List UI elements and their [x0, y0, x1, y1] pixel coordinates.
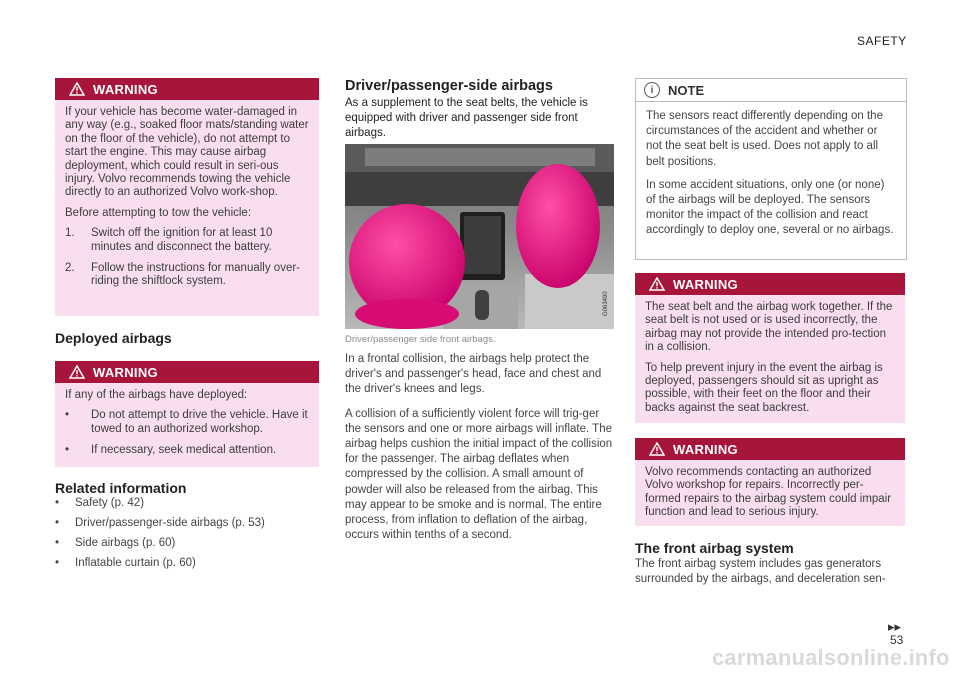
- related-link[interactable]: [55, 537, 319, 549]
- warning-header: [55, 361, 319, 383]
- paragraph: In a frontal collision, the airbags help protect the driver's and passenger's head, face and chest and the driver's knees and legs.: [345, 353, 602, 396]
- step-text: Follow the instructions for manually over-riding the shiftlock system.: [91, 262, 300, 288]
- warning-text: To help prevent injury in the event the airbag is deployed, passengers should sit as upright as possible, with their feet on the floor and their backs against the seat backrest.: [645, 361, 883, 414]
- middle-body: [345, 352, 613, 552]
- list-item: [65, 227, 309, 254]
- heading-related-information: Related information: [55, 480, 187, 496]
- bullet-icon: •: [55, 557, 60, 569]
- warning-box-seatbelt: [635, 273, 905, 423]
- image-code: G063490: [603, 291, 609, 316]
- warning-title: WARNING: [93, 81, 158, 97]
- warning-text: If any of the airbags have deployed:: [65, 389, 248, 401]
- continue-arrows-icon: ▸▸: [888, 619, 902, 634]
- note-text: The sensors react differently depending on the circumstances of the accident and whether or not the seat belt is used. Does not apply to all belt positions.: [646, 110, 883, 168]
- related-links-list: [55, 497, 319, 577]
- note-box: [635, 78, 907, 260]
- deployed-bullets: [65, 409, 309, 457]
- warning-text: If your vehicle has become water-damaged in any way (e.g., soaked floor mats/standing water on the floor of the vehicle), do not attempt to start the engine. This may cause airbag deployment, which could result in seri-ous injury. Volvo recommends towing the vehicle directly to an authorized Volvo work-shop.: [65, 106, 309, 199]
- warning-header: [635, 273, 905, 295]
- warning-box-water-damage: [55, 78, 319, 316]
- step-number: 2.: [65, 262, 75, 275]
- list-item: [65, 444, 309, 457]
- list-item: [65, 409, 309, 436]
- intro-text: As a supplement to the seat belts, the vehicle is equipped with driver and passenger side front airbags.: [345, 97, 588, 140]
- bullet-text: Do not attempt to drive the vehicle. Have it towed to an authorized workshop.: [91, 409, 308, 435]
- step-text: Switch off the ignition for at least 10 minutes and disconnect the battery.: [91, 227, 273, 253]
- warning-triangle-icon: [69, 365, 85, 379]
- page-number: 53: [890, 633, 904, 647]
- warning-text: Volvo recommends contacting an authorized Volvo workshop for repairs. Incorrectly per-formed repairs to the airbag system could impair function and lead to serious injury.: [645, 466, 892, 519]
- related-link-text[interactable]: Side airbags (p. 60): [75, 537, 176, 549]
- note-text: In some accident situations, only one (or none) of the airbags will be deployed. The sensors monitor the impact of the collision and react accordingly to deploy one, several or no airbags.: [646, 178, 894, 237]
- bullet-icon: •: [55, 537, 60, 549]
- warning-triangle-icon: [69, 82, 85, 96]
- heading-driver-passenger-airbags: Driver/passenger-side airbags: [345, 78, 553, 94]
- warning-box-repairs: [635, 438, 905, 526]
- airbag-illustration: [345, 144, 614, 329]
- note-title: NOTE: [668, 82, 705, 98]
- bullet-icon: •: [55, 517, 60, 529]
- warning-header: [55, 78, 319, 100]
- front-airbag-text: The front airbag system includes gas generators surrounded by the airbags, and deceleration sen-: [635, 558, 886, 586]
- list-item: [65, 262, 309, 289]
- related-link-text[interactable]: Safety (p. 42): [75, 497, 145, 509]
- info-icon: i: [644, 82, 660, 98]
- image-caption: Driver/passenger side front airbags.: [345, 334, 496, 345]
- tow-steps-list: [65, 227, 309, 289]
- related-link[interactable]: [55, 497, 319, 509]
- heading-front-airbag-system: The front airbag system: [635, 540, 794, 556]
- warning-triangle-icon: [649, 442, 665, 456]
- related-link[interactable]: [55, 517, 319, 529]
- related-link-text[interactable]: Inflatable curtain (p. 60): [75, 557, 196, 569]
- heading-deployed-airbags: Deployed airbags: [55, 330, 172, 346]
- related-link[interactable]: [55, 557, 319, 569]
- paragraph: A collision of a sufficiently violent force will trig-ger the sensors and one or more airbags will inflate. The airbag helps cushion the initial impact of the collision for the passenger. The airbag deflates when compressed by the collision. A small amount of powder will also be released from the airbag. This may appear to be smoke and is normal. The entire process, from inflation to deflation of the airbag, occurs within tenths of a second.: [345, 407, 613, 542]
- warning-title: WARNING: [93, 364, 158, 380]
- airbag-image: [345, 144, 614, 329]
- warning-box-deployed: [55, 361, 319, 467]
- bullet-icon: •: [55, 497, 60, 509]
- warning-title: WARNING: [673, 276, 738, 292]
- warning-text: Before attempting to tow the vehicle:: [65, 206, 252, 219]
- warning-header: [635, 438, 905, 460]
- warning-text: The seat belt and the airbag work together. If the seat belt is not used or is used incorrectly, the airbag may not provide the intended pro-tection in a collision.: [645, 301, 893, 354]
- related-link-text[interactable]: Driver/passenger-side airbags (p. 53): [75, 517, 265, 529]
- bullet-icon: •: [65, 444, 70, 457]
- watermark: carmanualsonline.info: [712, 645, 950, 670]
- warning-triangle-icon: [649, 277, 665, 291]
- bullet-text: If necessary, seek medical attention.: [91, 444, 277, 457]
- note-header: [636, 79, 906, 102]
- bullet-icon: •: [65, 409, 70, 422]
- step-number: 1.: [65, 227, 75, 240]
- section-title: SAFETY: [857, 34, 907, 48]
- warning-title: WARNING: [673, 441, 738, 457]
